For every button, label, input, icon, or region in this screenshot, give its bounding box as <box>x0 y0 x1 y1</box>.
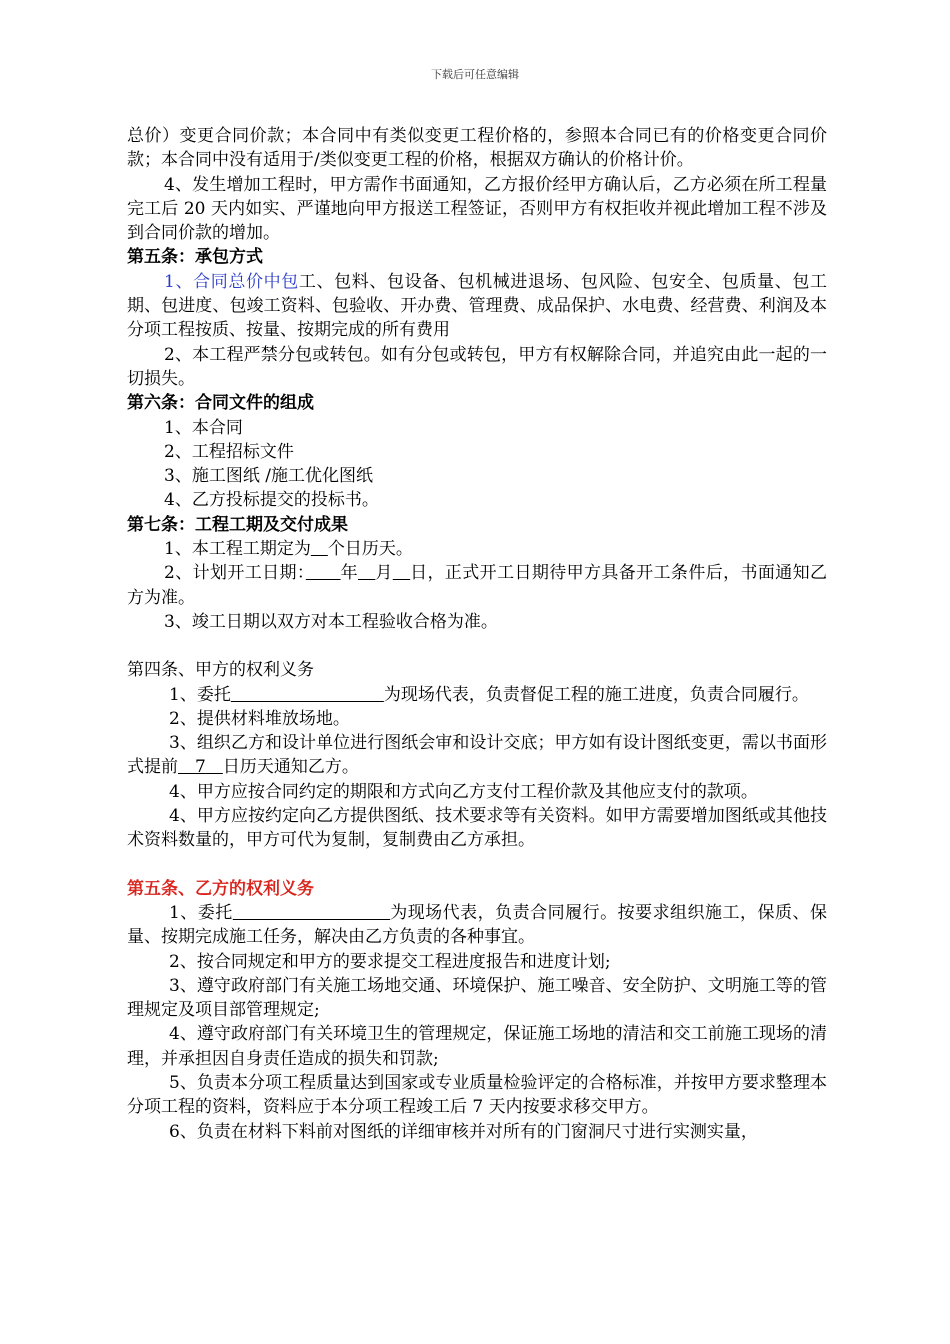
paragraph: 1、合同总价中包工、包料、包设备、包机械进退场、包风险、包安全、包质量、包工期、包进度、包竣工资料、包验收、开办费、管理费、成品保护、水电费、经营费、利润及本分项工程按质、按量、按期完成的所有费用 <box>127 271 827 341</box>
blank-field <box>306 563 341 583</box>
paragraph: 1、委托 为现场代表，负责合同履行。按要求组织施工，保质、保量、按期完成施工任务，解决由乙方负责的各种事宜。 <box>127 902 827 948</box>
paragraph: 2、按合同规定和甲方的要求提交工程进度报告和进度计划; <box>169 951 611 972</box>
paragraph: 4、发生增加工程时，甲方需作书面通知，乙方报价经甲方确认后，乙方必须在所工程量完工后 20 天内如实、严谨地向甲方报送工程签证，否则甲方有权拒收并视此增加工程不涉及到合同价款的增加。 <box>127 174 827 244</box>
paragraph: 4、甲方应按约定向乙方提供图纸、技术要求等有关资料。如甲方需要增加图纸或其他技术资料数量的，甲方可代为复制，复制费由乙方承担。 <box>127 806 827 851</box>
blank-field: 7 <box>195 757 206 778</box>
section-heading: 第五条、乙方的权利义务 <box>127 878 314 899</box>
blank-field <box>233 903 390 923</box>
paragraph: 2、本工程严禁分包或转包。如有分包或转包，甲方有权解除合同，并追究由此一起的一切损失。 <box>127 344 827 389</box>
section-heading: 第五条：承包方式 <box>127 247 263 268</box>
paragraph: 6、负责在材料下料前对图纸的详细审核并对所有的门窗洞尺寸进行实测实量， <box>169 1121 758 1142</box>
paragraph: 3、竣工日期以双方对本工程验收合格为准。 <box>164 611 498 632</box>
blank-field <box>231 685 384 705</box>
document-body <box>127 124 827 1144</box>
section-heading: 第七条：工程工期及交付成果 <box>127 514 348 535</box>
list-item: 2、工程招标文件 <box>164 441 294 462</box>
paragraph: 4、甲方应按合同约定的期限和方式向乙方支付工程价款及其他应支付的款项。 <box>169 781 758 802</box>
paragraph: 1、本工程工期定为 个日历天。 <box>164 539 413 560</box>
section-heading: 第四条、甲方的权利义务 <box>127 660 314 681</box>
blank-field <box>393 563 410 583</box>
list-item: 4、乙方投标提交的投标书。 <box>164 490 379 511</box>
blank-field <box>311 539 328 559</box>
paragraph: 3、组织乙方和设计单位进行图纸会审和设计交底；甲方如有设计图纸变更，需以书面形式提前 7 日历天通知乙方。 <box>127 733 827 778</box>
paragraph: 2、计划开工日期： 年 月 日，正式开工日期待甲方具备开工条件后，书面通知乙方为准。 <box>127 563 828 608</box>
paragraph: 5、负责本分项工程质量达到国家或专业质量检验评定的合格标准，并按甲方要求整理本分项工程的资料，资料应于本分项工程竣工后 7 天内按要求移交甲方。 <box>127 1072 827 1118</box>
paragraph: 总价）变更合同价款；本合同中有类似变更工程价格的，参照本合同已有的价格变更合同价款；本合同中没有适用于/类似变更工程的价格，根据双方确认的价格计价。 <box>127 126 827 171</box>
paragraph: 2、提供材料堆放场地。 <box>169 708 350 729</box>
list-item: 3、施工图纸 /施工优化图纸 <box>164 466 373 487</box>
paragraph: 1、委托 为现场代表，负责督促工程的施工进度，负责合同履行。 <box>169 684 809 705</box>
page-header: 下载后可任意编辑 <box>431 68 519 81</box>
list-item: 1、本合同 <box>164 417 243 438</box>
paragraph: 3、遵守政府部门有关施工场地交通、环境保护、施工噪音、安全防护、文明施工等的管理规定及项目部管理规定; <box>127 975 827 1021</box>
blank-field <box>358 563 375 583</box>
paragraph: 4、遵守政府部门有关环境卫生的管理规定，保证施工场地的清洁和交工前施工现场的清理，并承担因自身责任造成的损失和罚款; <box>127 1024 827 1069</box>
section-heading: 第六条：合同文件的组成 <box>127 393 314 414</box>
highlighted-text: 1、合同总价中包 <box>164 271 299 292</box>
